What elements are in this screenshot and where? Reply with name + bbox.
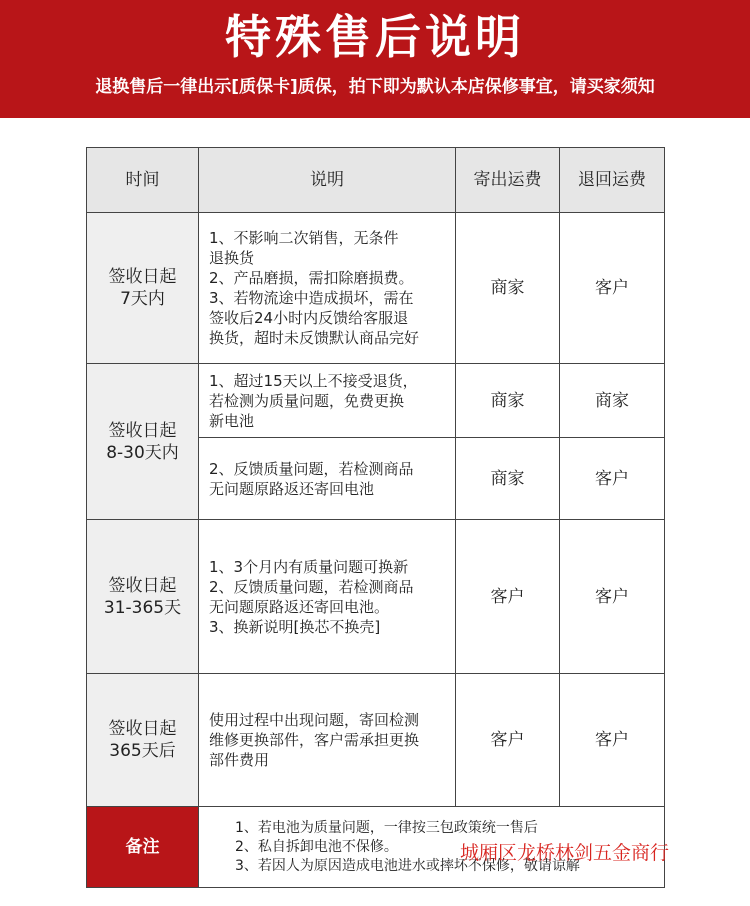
return-fee-31-365-days: 客户 <box>559 519 665 674</box>
send-fee-after-365-days: 客户 <box>455 673 560 807</box>
header-send-shipping: 寄出运费 <box>455 147 560 213</box>
return-fee-8-30-days-b: 客户 <box>559 437 665 520</box>
description-8-30-days-b: 2、反馈质量问题，若检测商品 无问题原路返还寄回电池 <box>198 437 456 520</box>
header-time: 时间 <box>86 147 199 213</box>
period-31-365-days: 签收日起 31-365天 <box>86 519 199 674</box>
description-after-365-days: 使用过程中出现问题，寄回检测 维修更换部件，客户需承担更换 部件费用 <box>198 673 456 807</box>
description-31-365-days: 1、3个月内有质量问题可换新 2、反馈质量问题，若检测商品 无问题原路返还寄回电池。 3、换新说明[换芯不换壳] <box>198 519 456 674</box>
remark-label: 备注 <box>86 806 199 888</box>
send-fee-8-30-days-a: 商家 <box>455 363 560 438</box>
return-fee-7-days: 客户 <box>559 212 665 364</box>
return-fee-after-365-days: 客户 <box>559 673 665 807</box>
period-after-365-days: 签收日起 365天后 <box>86 673 199 807</box>
send-fee-7-days: 商家 <box>455 212 560 364</box>
page-title: 特殊售后说明 <box>225 10 525 64</box>
header-return-shipping: 退回运费 <box>559 147 665 213</box>
description-7-days: 1、不影响二次销售，无条件 退换货 2、产品磨损，需扣除磨损费。 3、若物流途中造成损坏，需在 签收后24小时内反馈给客服退 换货，超时未反馈默认商品完好 <box>198 212 456 364</box>
send-fee-31-365-days: 客户 <box>455 519 560 674</box>
period-8-30-days: 签收日起 8-30天内 <box>86 363 199 520</box>
page-subtitle: 退换售后一律出示[质保卡]质保，拍下即为默认本店保修事宜，请买家须知 <box>95 77 655 97</box>
store-watermark: 城厢区龙桥林剑五金商行 <box>460 842 670 864</box>
period-7-days: 签收日起 7天内 <box>86 212 199 364</box>
send-fee-8-30-days-b: 商家 <box>455 437 560 520</box>
remark-text: 1、若电池为质量问题，一律按三包政策统一售后 2、私自拆卸电池不保修。 3、若因人为原因造成电池进水或摔坏不保修，敬请谅解 <box>198 806 665 888</box>
return-fee-8-30-days-a: 商家 <box>559 363 665 438</box>
header-description: 说明 <box>198 147 456 213</box>
description-8-30-days-a: 1、超过15天以上不接受退货， 若检测为质量问题，免费更换 新电池 <box>198 363 456 438</box>
